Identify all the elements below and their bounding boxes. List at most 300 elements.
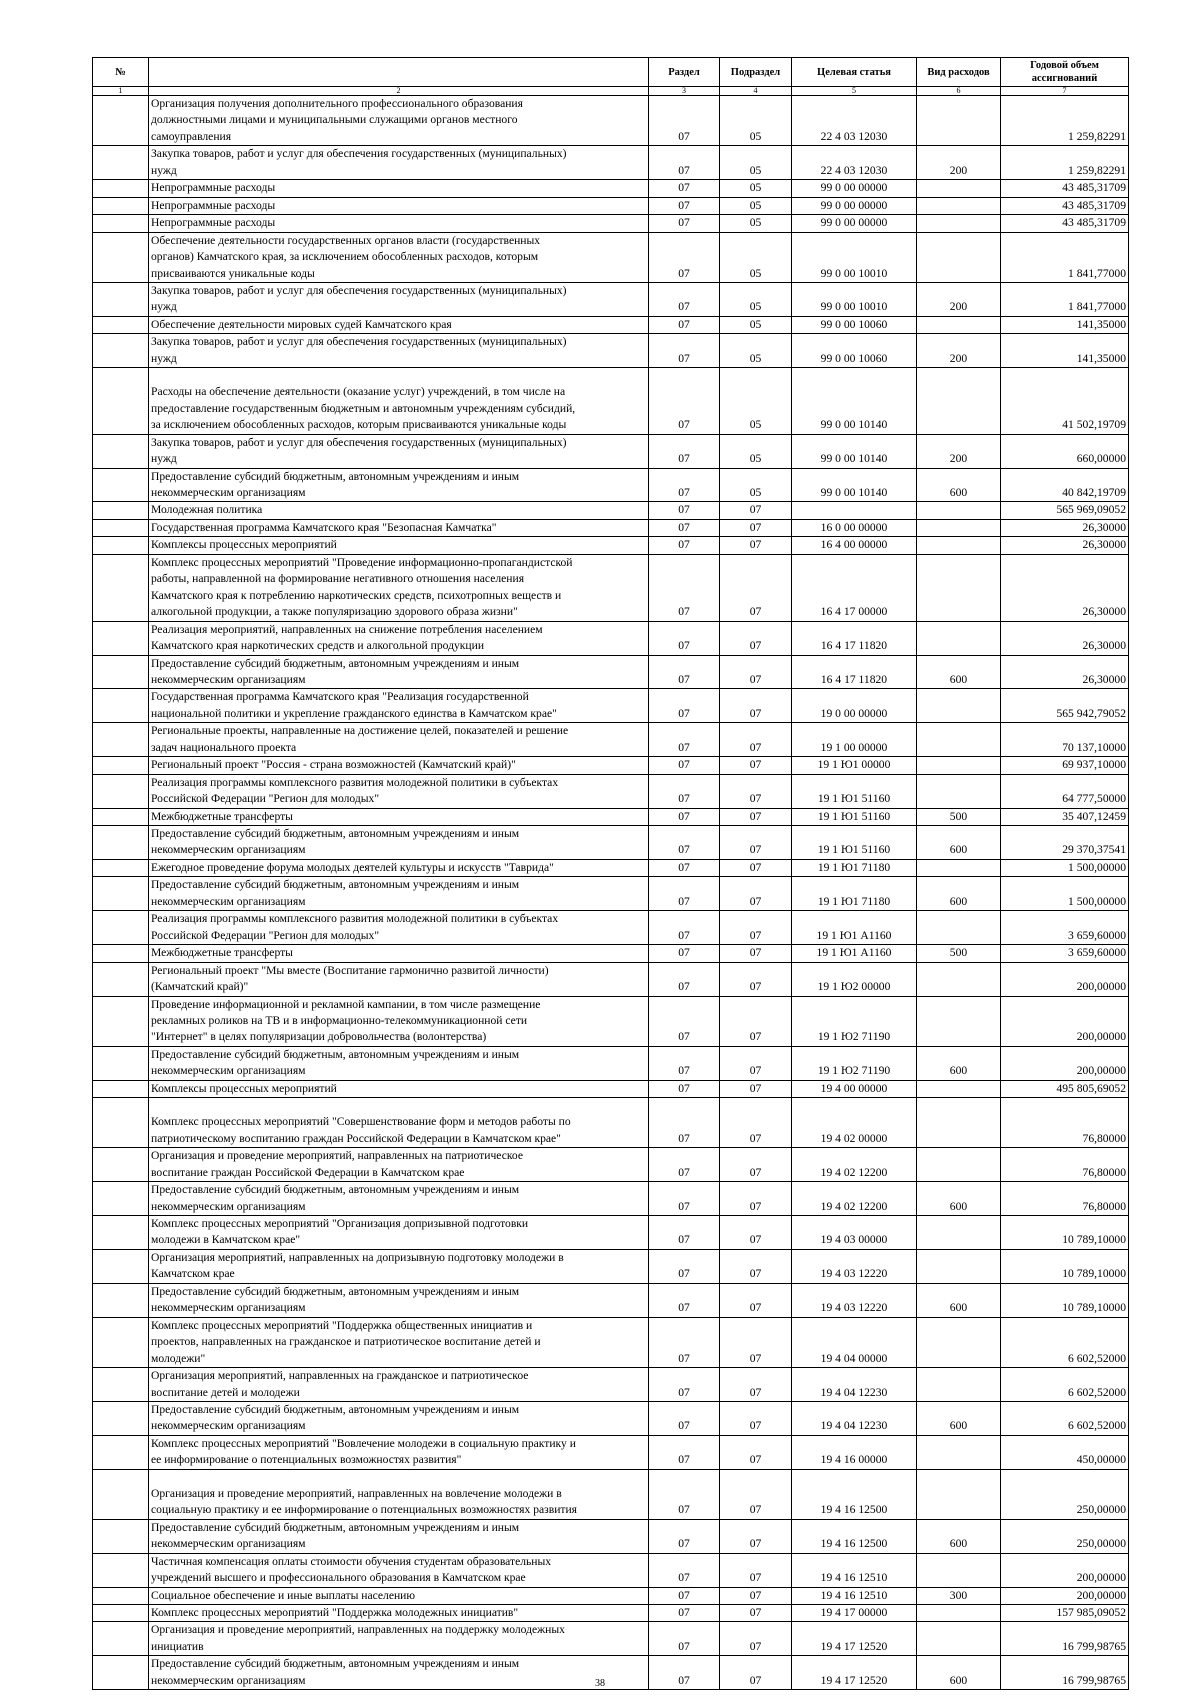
row-razdel-cell: 07 [649, 180, 720, 197]
row-razdel-cell: 07 [649, 1656, 720, 1690]
row-expense-type-cell [917, 1216, 1001, 1250]
row-number-cell [93, 859, 149, 876]
row-expense-type-cell [917, 537, 1001, 554]
row-expense-type-cell [917, 316, 1001, 333]
table-row [93, 1216, 1129, 1250]
column-number: 5 [792, 87, 917, 96]
row-number-cell [93, 180, 149, 197]
row-podrazdel-cell: 07 [720, 774, 792, 808]
row-target-article-cell: 19 4 16 12500 [792, 1469, 917, 1519]
row-number-cell [93, 519, 149, 536]
row-number-cell [93, 723, 149, 757]
row-razdel-cell: 07 [649, 215, 720, 232]
row-podrazdel-cell: 07 [720, 554, 792, 621]
row-podrazdel-cell: 07 [720, 1317, 792, 1367]
table-row [93, 434, 1129, 468]
row-target-article-cell: 19 4 17 00000 [792, 1604, 917, 1621]
row-podrazdel-cell: 07 [720, 537, 792, 554]
table-row [93, 180, 1129, 197]
row-name-cell: Предоставление субсидий бюджетным, автономным учреждениям и иным некоммерческим организациям [149, 468, 649, 502]
row-name-cell: Комплекс процессных мероприятий "Совершенствование форм и методов работы по патриотическому воспитанию граждан Российской Федерации в Камчатском крае" [149, 1098, 649, 1148]
row-amount-cell: 6 602,52000 [1001, 1368, 1129, 1402]
row-target-article-cell: 19 1 Ю2 71190 [792, 996, 917, 1046]
row-number-cell [93, 1080, 149, 1097]
row-expense-type-cell [917, 621, 1001, 655]
row-podrazdel-cell: 07 [720, 621, 792, 655]
row-target-article-cell: 16 0 00 00000 [792, 519, 917, 536]
row-expense-type-cell [917, 1317, 1001, 1367]
row-number-cell [93, 1283, 149, 1317]
row-target-article-cell: 19 1 Ю1 А1160 [792, 945, 917, 962]
row-amount-cell: 26,30000 [1001, 537, 1129, 554]
row-razdel-cell: 07 [649, 1148, 720, 1182]
table-row [93, 537, 1129, 554]
row-razdel-cell: 07 [649, 334, 720, 368]
row-amount-cell: 10 789,10000 [1001, 1249, 1129, 1283]
row-name-cell: Закупка товаров, работ и услуг для обеспечения государственных (муниципальных) нужд [149, 434, 649, 468]
row-podrazdel-cell: 07 [720, 1587, 792, 1604]
row-name-cell: Предоставление субсидий бюджетным, автономным учреждениям и иным некоммерческим организациям [149, 1519, 649, 1553]
row-amount-cell: 200,00000 [1001, 1587, 1129, 1604]
row-amount-cell: 41 502,19709 [1001, 368, 1129, 434]
row-target-article-cell [792, 502, 917, 519]
row-target-article-cell: 19 0 00 00000 [792, 689, 917, 723]
row-number-cell [93, 368, 149, 434]
row-expense-type-cell: 500 [917, 808, 1001, 825]
row-name-cell: Непрограммные расходы [149, 215, 649, 232]
row-target-article-cell: 19 4 02 12200 [792, 1182, 917, 1216]
row-expense-type-cell [917, 502, 1001, 519]
row-name-cell: Предоставление субсидий бюджетным, автономным учреждениям и иным некоммерческим организациям [149, 1656, 649, 1690]
row-podrazdel-cell: 05 [720, 180, 792, 197]
row-podrazdel-cell: 07 [720, 826, 792, 860]
row-podrazdel-cell: 07 [720, 1249, 792, 1283]
row-name-cell: Государственная программа Камчатского края "Безопасная Камчатка" [149, 519, 649, 536]
table-row [93, 1435, 1129, 1469]
row-podrazdel-cell: 07 [720, 1401, 792, 1435]
table-row [93, 826, 1129, 860]
row-amount-cell: 495 805,69052 [1001, 1080, 1129, 1097]
row-razdel-cell: 07 [649, 962, 720, 996]
row-razdel-cell: 07 [649, 1046, 720, 1080]
row-number-cell [93, 621, 149, 655]
row-expense-type-cell: 600 [917, 1182, 1001, 1216]
table-row [93, 215, 1129, 232]
row-target-article-cell: 99 0 00 10140 [792, 468, 917, 502]
table-row [93, 368, 1129, 434]
row-razdel-cell: 07 [649, 859, 720, 876]
column-numbers-row [93, 87, 1129, 96]
table-row [93, 1469, 1129, 1519]
table-row [93, 774, 1129, 808]
row-razdel-cell: 07 [649, 757, 720, 774]
row-number-cell [93, 434, 149, 468]
row-number-cell [93, 316, 149, 333]
row-target-article-cell: 99 0 00 00000 [792, 215, 917, 232]
page-number: 38 [595, 1678, 605, 1689]
row-number-cell [93, 757, 149, 774]
row-number-cell [93, 1622, 149, 1656]
row-amount-cell: 1 841,77000 [1001, 282, 1129, 316]
row-amount-cell: 26,30000 [1001, 519, 1129, 536]
row-amount-cell: 3 659,60000 [1001, 945, 1129, 962]
table-row [93, 911, 1129, 945]
row-expense-type-cell: 600 [917, 655, 1001, 689]
row-amount-cell: 26,30000 [1001, 655, 1129, 689]
row-podrazdel-cell: 05 [720, 434, 792, 468]
row-name-cell: Организация и проведение мероприятий, направленных на вовлечение молодежи в социальную практику и ее информирование о потенциальных возможностях развития [149, 1469, 649, 1519]
table-row [93, 502, 1129, 519]
row-razdel-cell: 07 [649, 1182, 720, 1216]
row-expense-type-cell [917, 1553, 1001, 1587]
row-number-cell [93, 689, 149, 723]
row-expense-type-cell: 600 [917, 468, 1001, 502]
row-amount-cell: 10 789,10000 [1001, 1283, 1129, 1317]
row-target-article-cell: 19 4 17 12520 [792, 1622, 917, 1656]
row-name-cell: Закупка товаров, работ и услуг для обеспечения государственных (муниципальных) нужд [149, 334, 649, 368]
row-target-article-cell: 19 1 Ю1 71180 [792, 859, 917, 876]
row-podrazdel-cell: 07 [720, 808, 792, 825]
row-razdel-cell: 07 [649, 368, 720, 434]
row-podrazdel-cell: 07 [720, 859, 792, 876]
row-target-article-cell: 99 0 00 10140 [792, 368, 917, 434]
row-target-article-cell: 19 4 00 00000 [792, 1080, 917, 1097]
row-amount-cell: 250,00000 [1001, 1519, 1129, 1553]
row-target-article-cell: 16 4 17 11820 [792, 655, 917, 689]
row-target-article-cell: 99 0 00 00000 [792, 197, 917, 214]
row-target-article-cell: 99 0 00 10010 [792, 232, 917, 282]
row-number-cell [93, 96, 149, 146]
row-podrazdel-cell: 07 [720, 1182, 792, 1216]
row-target-article-cell: 19 1 Ю1 71180 [792, 877, 917, 911]
row-podrazdel-cell: 07 [720, 911, 792, 945]
row-name-cell: Предоставление субсидий бюджетным, автономным учреждениям и иным некоммерческим организациям [149, 1046, 649, 1080]
row-number-cell [93, 1148, 149, 1182]
row-expense-type-cell: 200 [917, 334, 1001, 368]
row-razdel-cell: 07 [649, 1519, 720, 1553]
row-number-cell [93, 655, 149, 689]
row-name-cell: Межбюджетные трансферты [149, 945, 649, 962]
row-number-cell [93, 1401, 149, 1435]
row-razdel-cell: 07 [649, 434, 720, 468]
row-razdel-cell: 07 [649, 723, 720, 757]
row-name-cell: Региональный проект "Мы вместе (Воспитание гармонично развитой личности) (Камчатский край)" [149, 962, 649, 996]
table-row [93, 1283, 1129, 1317]
table-row [93, 655, 1129, 689]
row-name-cell: Закупка товаров, работ и услуг для обеспечения государственных (муниципальных) нужд [149, 146, 649, 180]
row-podrazdel-cell: 05 [720, 146, 792, 180]
row-name-cell: Обеспечение деятельности мировых судей Камчатского края [149, 316, 649, 333]
row-name-cell: Государственная программа Камчатского края "Реализация государственной национальной политики и укрепление гражданского единства в Камчатском крае" [149, 689, 649, 723]
row-target-article-cell: 19 1 00 00000 [792, 723, 917, 757]
row-razdel-cell: 07 [649, 537, 720, 554]
row-expense-type-cell [917, 1435, 1001, 1469]
row-expense-type-cell [917, 180, 1001, 197]
row-podrazdel-cell: 07 [720, 1368, 792, 1402]
row-expense-type-cell [917, 689, 1001, 723]
row-amount-cell: 200,00000 [1001, 1046, 1129, 1080]
row-razdel-cell: 07 [649, 282, 720, 316]
row-podrazdel-cell: 07 [720, 877, 792, 911]
row-razdel-cell: 07 [649, 1553, 720, 1587]
table-row [93, 1182, 1129, 1216]
budget-table [92, 57, 1129, 1690]
row-razdel-cell: 07 [649, 877, 720, 911]
row-expense-type-cell [917, 368, 1001, 434]
row-podrazdel-cell: 07 [720, 689, 792, 723]
table-row [93, 808, 1129, 825]
row-expense-type-cell: 600 [917, 826, 1001, 860]
row-amount-cell: 16 799,98765 [1001, 1656, 1129, 1690]
row-target-article-cell: 19 1 Ю1 А1160 [792, 911, 917, 945]
row-expense-type-cell [917, 1249, 1001, 1283]
row-expense-type-cell [917, 554, 1001, 621]
row-target-article-cell: 22 4 03 12030 [792, 96, 917, 146]
column-number: 6 [917, 87, 1001, 96]
row-name-cell: Региональные проекты, направленные на достижение целей, показателей и решение задач национального проекта [149, 723, 649, 757]
row-podrazdel-cell: 07 [720, 1283, 792, 1317]
row-podrazdel-cell: 05 [720, 282, 792, 316]
row-expense-type-cell [917, 519, 1001, 536]
row-name-cell: Проведение информационной и рекламной кампании, в том числе размещение рекламных роликов на ТВ и в информационно-телекоммуникационной сети "Интернет" в целях популяризации добровольчества (волонтерства) [149, 996, 649, 1046]
row-podrazdel-cell: 05 [720, 232, 792, 282]
row-amount-cell: 76,80000 [1001, 1098, 1129, 1148]
row-amount-cell: 1 500,00000 [1001, 859, 1129, 876]
table-row [93, 1098, 1129, 1148]
row-expense-type-cell [917, 859, 1001, 876]
table-row [93, 316, 1129, 333]
row-name-cell: Предоставление субсидий бюджетным, автономным учреждениям и иным некоммерческим организациям [149, 1283, 649, 1317]
row-podrazdel-cell: 07 [720, 1216, 792, 1250]
row-target-article-cell: 19 1 Ю1 51160 [792, 826, 917, 860]
row-expense-type-cell [917, 1622, 1001, 1656]
row-target-article-cell: 99 0 00 10060 [792, 316, 917, 333]
row-razdel-cell: 07 [649, 1080, 720, 1097]
row-expense-type-cell [917, 232, 1001, 282]
row-number-cell [93, 996, 149, 1046]
row-razdel-cell: 07 [649, 519, 720, 536]
row-name-cell: Комплекс процессных мероприятий "Поддержка общественных инициатив и проектов, направленных на гражданское и патриотическое воспитание детей и молодежи" [149, 1317, 649, 1367]
row-razdel-cell: 07 [649, 655, 720, 689]
row-number-cell [93, 554, 149, 621]
row-amount-cell: 565 942,79052 [1001, 689, 1129, 723]
row-number-cell [93, 1604, 149, 1621]
row-razdel-cell: 07 [649, 96, 720, 146]
row-number-cell [93, 1435, 149, 1469]
row-amount-cell: 40 842,19709 [1001, 468, 1129, 502]
row-razdel-cell: 07 [649, 1435, 720, 1469]
row-amount-cell: 200,00000 [1001, 1553, 1129, 1587]
row-name-cell: Предоставление субсидий бюджетным, автономным учреждениям и иным некоммерческим организациям [149, 826, 649, 860]
row-target-article-cell: 19 1 Ю1 00000 [792, 757, 917, 774]
row-razdel-cell: 07 [649, 146, 720, 180]
row-name-cell: Ежегодное проведение форума молодых деятелей культуры и искусств "Таврида" [149, 859, 649, 876]
row-podrazdel-cell: 07 [720, 502, 792, 519]
table-row [93, 1317, 1129, 1367]
row-amount-cell: 43 485,31709 [1001, 197, 1129, 214]
row-razdel-cell: 07 [649, 197, 720, 214]
row-razdel-cell: 07 [649, 232, 720, 282]
row-target-article-cell: 19 4 16 12510 [792, 1553, 917, 1587]
row-target-article-cell: 19 4 17 12520 [792, 1656, 917, 1690]
header-row [93, 58, 1129, 87]
row-number-cell [93, 826, 149, 860]
row-amount-cell: 26,30000 [1001, 621, 1129, 655]
row-number-cell [93, 877, 149, 911]
table-row [93, 554, 1129, 621]
row-razdel-cell: 07 [649, 1283, 720, 1317]
row-name-cell: Реализация программы комплексного развития молодежной политики в субъектах Российской Федерации "Регион для молодых" [149, 911, 649, 945]
table-row [93, 1080, 1129, 1097]
row-podrazdel-cell: 05 [720, 197, 792, 214]
table-row [93, 877, 1129, 911]
column-number: 7 [1001, 87, 1129, 96]
row-name-cell: Обеспечение деятельности государственных органов власти (государственных органов) Камчатского края, за исключением обособленных расходов, которым присваиваются уникальные коды [149, 232, 649, 282]
row-amount-cell: 157 985,09052 [1001, 1604, 1129, 1621]
row-target-article-cell: 19 1 Ю1 51160 [792, 808, 917, 825]
row-name-cell: Закупка товаров, работ и услуг для обеспечения государственных (муниципальных) нужд [149, 282, 649, 316]
row-amount-cell: 16 799,98765 [1001, 1622, 1129, 1656]
row-name-cell: Комплексы процессных мероприятий [149, 1080, 649, 1097]
row-expense-type-cell [917, 996, 1001, 1046]
row-target-article-cell: 19 4 16 00000 [792, 1435, 917, 1469]
table-row [93, 96, 1129, 146]
row-amount-cell: 1 259,82291 [1001, 96, 1129, 146]
row-target-article-cell: 99 0 00 10060 [792, 334, 917, 368]
table-row [93, 962, 1129, 996]
row-expense-type-cell [917, 1368, 1001, 1402]
row-expense-type-cell [917, 1080, 1001, 1097]
row-podrazdel-cell: 07 [720, 945, 792, 962]
table-row [93, 1046, 1129, 1080]
row-razdel-cell: 07 [649, 316, 720, 333]
row-number-cell [93, 468, 149, 502]
row-target-article-cell: 19 4 03 00000 [792, 1216, 917, 1250]
row-name-cell: Реализация мероприятий, направленных на снижение потребления населением Камчатского края наркотических средств и алкогольной продукции [149, 621, 649, 655]
row-razdel-cell: 07 [649, 1604, 720, 1621]
row-amount-cell: 64 777,50000 [1001, 774, 1129, 808]
row-razdel-cell: 07 [649, 1622, 720, 1656]
row-target-article-cell: 99 0 00 10010 [792, 282, 917, 316]
row-razdel-cell: 07 [649, 808, 720, 825]
table-row [93, 282, 1129, 316]
row-number-cell [93, 1182, 149, 1216]
row-name-cell: Молодежная политика [149, 502, 649, 519]
row-target-article-cell: 16 4 17 11820 [792, 621, 917, 655]
table-row [93, 1249, 1129, 1283]
row-name-cell: Частичная компенсация оплаты стоимости обучения студентам образовательных учреждений высшего и профессионального образования в Камчатском крае [149, 1553, 649, 1587]
row-expense-type-cell: 600 [917, 1401, 1001, 1435]
row-podrazdel-cell: 07 [720, 1098, 792, 1148]
row-number-cell [93, 1587, 149, 1604]
row-expense-type-cell [917, 911, 1001, 945]
row-number-cell [93, 1046, 149, 1080]
row-number-cell [93, 232, 149, 282]
row-podrazdel-cell: 07 [720, 1435, 792, 1469]
row-razdel-cell: 07 [649, 1469, 720, 1519]
row-amount-cell: 3 659,60000 [1001, 911, 1129, 945]
row-expense-type-cell: 600 [917, 1046, 1001, 1080]
table-row [93, 1368, 1129, 1402]
row-expense-type-cell [917, 197, 1001, 214]
row-expense-type-cell: 600 [917, 1656, 1001, 1690]
row-number-cell [93, 1249, 149, 1283]
row-number-cell [93, 1519, 149, 1553]
row-name-cell: Организация получения дополнительного профессионального образования должностными лицами и муниципальными служащими органов местного самоуправления [149, 96, 649, 146]
row-expense-type-cell [917, 1604, 1001, 1621]
header-expense-type: Вид расходов [917, 58, 1001, 87]
row-amount-cell: 141,35000 [1001, 334, 1129, 368]
row-podrazdel-cell: 05 [720, 368, 792, 434]
row-number-cell [93, 1216, 149, 1250]
row-name-cell: Организация и проведение мероприятий, направленных на поддержку молодежных инициатив [149, 1622, 649, 1656]
row-podrazdel-cell: 07 [720, 757, 792, 774]
row-podrazdel-cell: 07 [720, 1469, 792, 1519]
column-number: 2 [149, 87, 649, 96]
column-number: 4 [720, 87, 792, 96]
row-podrazdel-cell: 07 [720, 1148, 792, 1182]
table-row [93, 519, 1129, 536]
row-razdel-cell: 07 [649, 1317, 720, 1367]
row-expense-type-cell [917, 757, 1001, 774]
row-expense-type-cell [917, 962, 1001, 996]
row-amount-cell: 70 137,10000 [1001, 723, 1129, 757]
row-number-cell [93, 1317, 149, 1367]
table-body [93, 96, 1129, 1690]
table-row [93, 334, 1129, 368]
row-expense-type-cell [917, 215, 1001, 232]
table-row [93, 1553, 1129, 1587]
row-name-cell: Организация мероприятий, направленных на допризывную подготовку молодежи в Камчатском крае [149, 1249, 649, 1283]
table-row [93, 1587, 1129, 1604]
row-podrazdel-cell: 07 [720, 1046, 792, 1080]
row-target-article-cell: 19 4 03 12220 [792, 1283, 917, 1317]
row-amount-cell: 43 485,31709 [1001, 215, 1129, 232]
row-target-article-cell: 99 0 00 10140 [792, 434, 917, 468]
row-expense-type-cell: 600 [917, 1519, 1001, 1553]
row-name-cell: Предоставление субсидий бюджетным, автономным учреждениям и иным некоммерческим организациям [149, 877, 649, 911]
header-target-article: Целевая статья [792, 58, 917, 87]
row-name-cell: Предоставление субсидий бюджетным, автономным учреждениям и иным некоммерческим организациям [149, 655, 649, 689]
row-razdel-cell: 07 [649, 468, 720, 502]
row-podrazdel-cell: 05 [720, 96, 792, 146]
table-row [93, 757, 1129, 774]
row-podrazdel-cell: 07 [720, 1604, 792, 1621]
row-target-article-cell: 19 4 16 12510 [792, 1587, 917, 1604]
row-expense-type-cell: 200 [917, 282, 1001, 316]
row-razdel-cell: 07 [649, 1098, 720, 1148]
header-number: № [93, 58, 149, 87]
row-amount-cell: 565 969,09052 [1001, 502, 1129, 519]
row-expense-type-cell [917, 1148, 1001, 1182]
row-target-article-cell: 19 4 04 00000 [792, 1317, 917, 1367]
row-amount-cell: 200,00000 [1001, 996, 1129, 1046]
row-target-article-cell: 19 4 02 12200 [792, 1148, 917, 1182]
row-expense-type-cell: 300 [917, 1587, 1001, 1604]
row-amount-cell: 35 407,12459 [1001, 808, 1129, 825]
table-row [93, 468, 1129, 502]
row-amount-cell: 76,80000 [1001, 1148, 1129, 1182]
row-razdel-cell: 07 [649, 911, 720, 945]
row-amount-cell: 43 485,31709 [1001, 180, 1129, 197]
table-row [93, 1622, 1129, 1656]
row-target-article-cell: 99 0 00 00000 [792, 180, 917, 197]
header-name [149, 58, 649, 87]
row-amount-cell: 26,30000 [1001, 554, 1129, 621]
row-expense-type-cell [917, 1098, 1001, 1148]
row-podrazdel-cell: 05 [720, 215, 792, 232]
row-podrazdel-cell: 07 [720, 1656, 792, 1690]
